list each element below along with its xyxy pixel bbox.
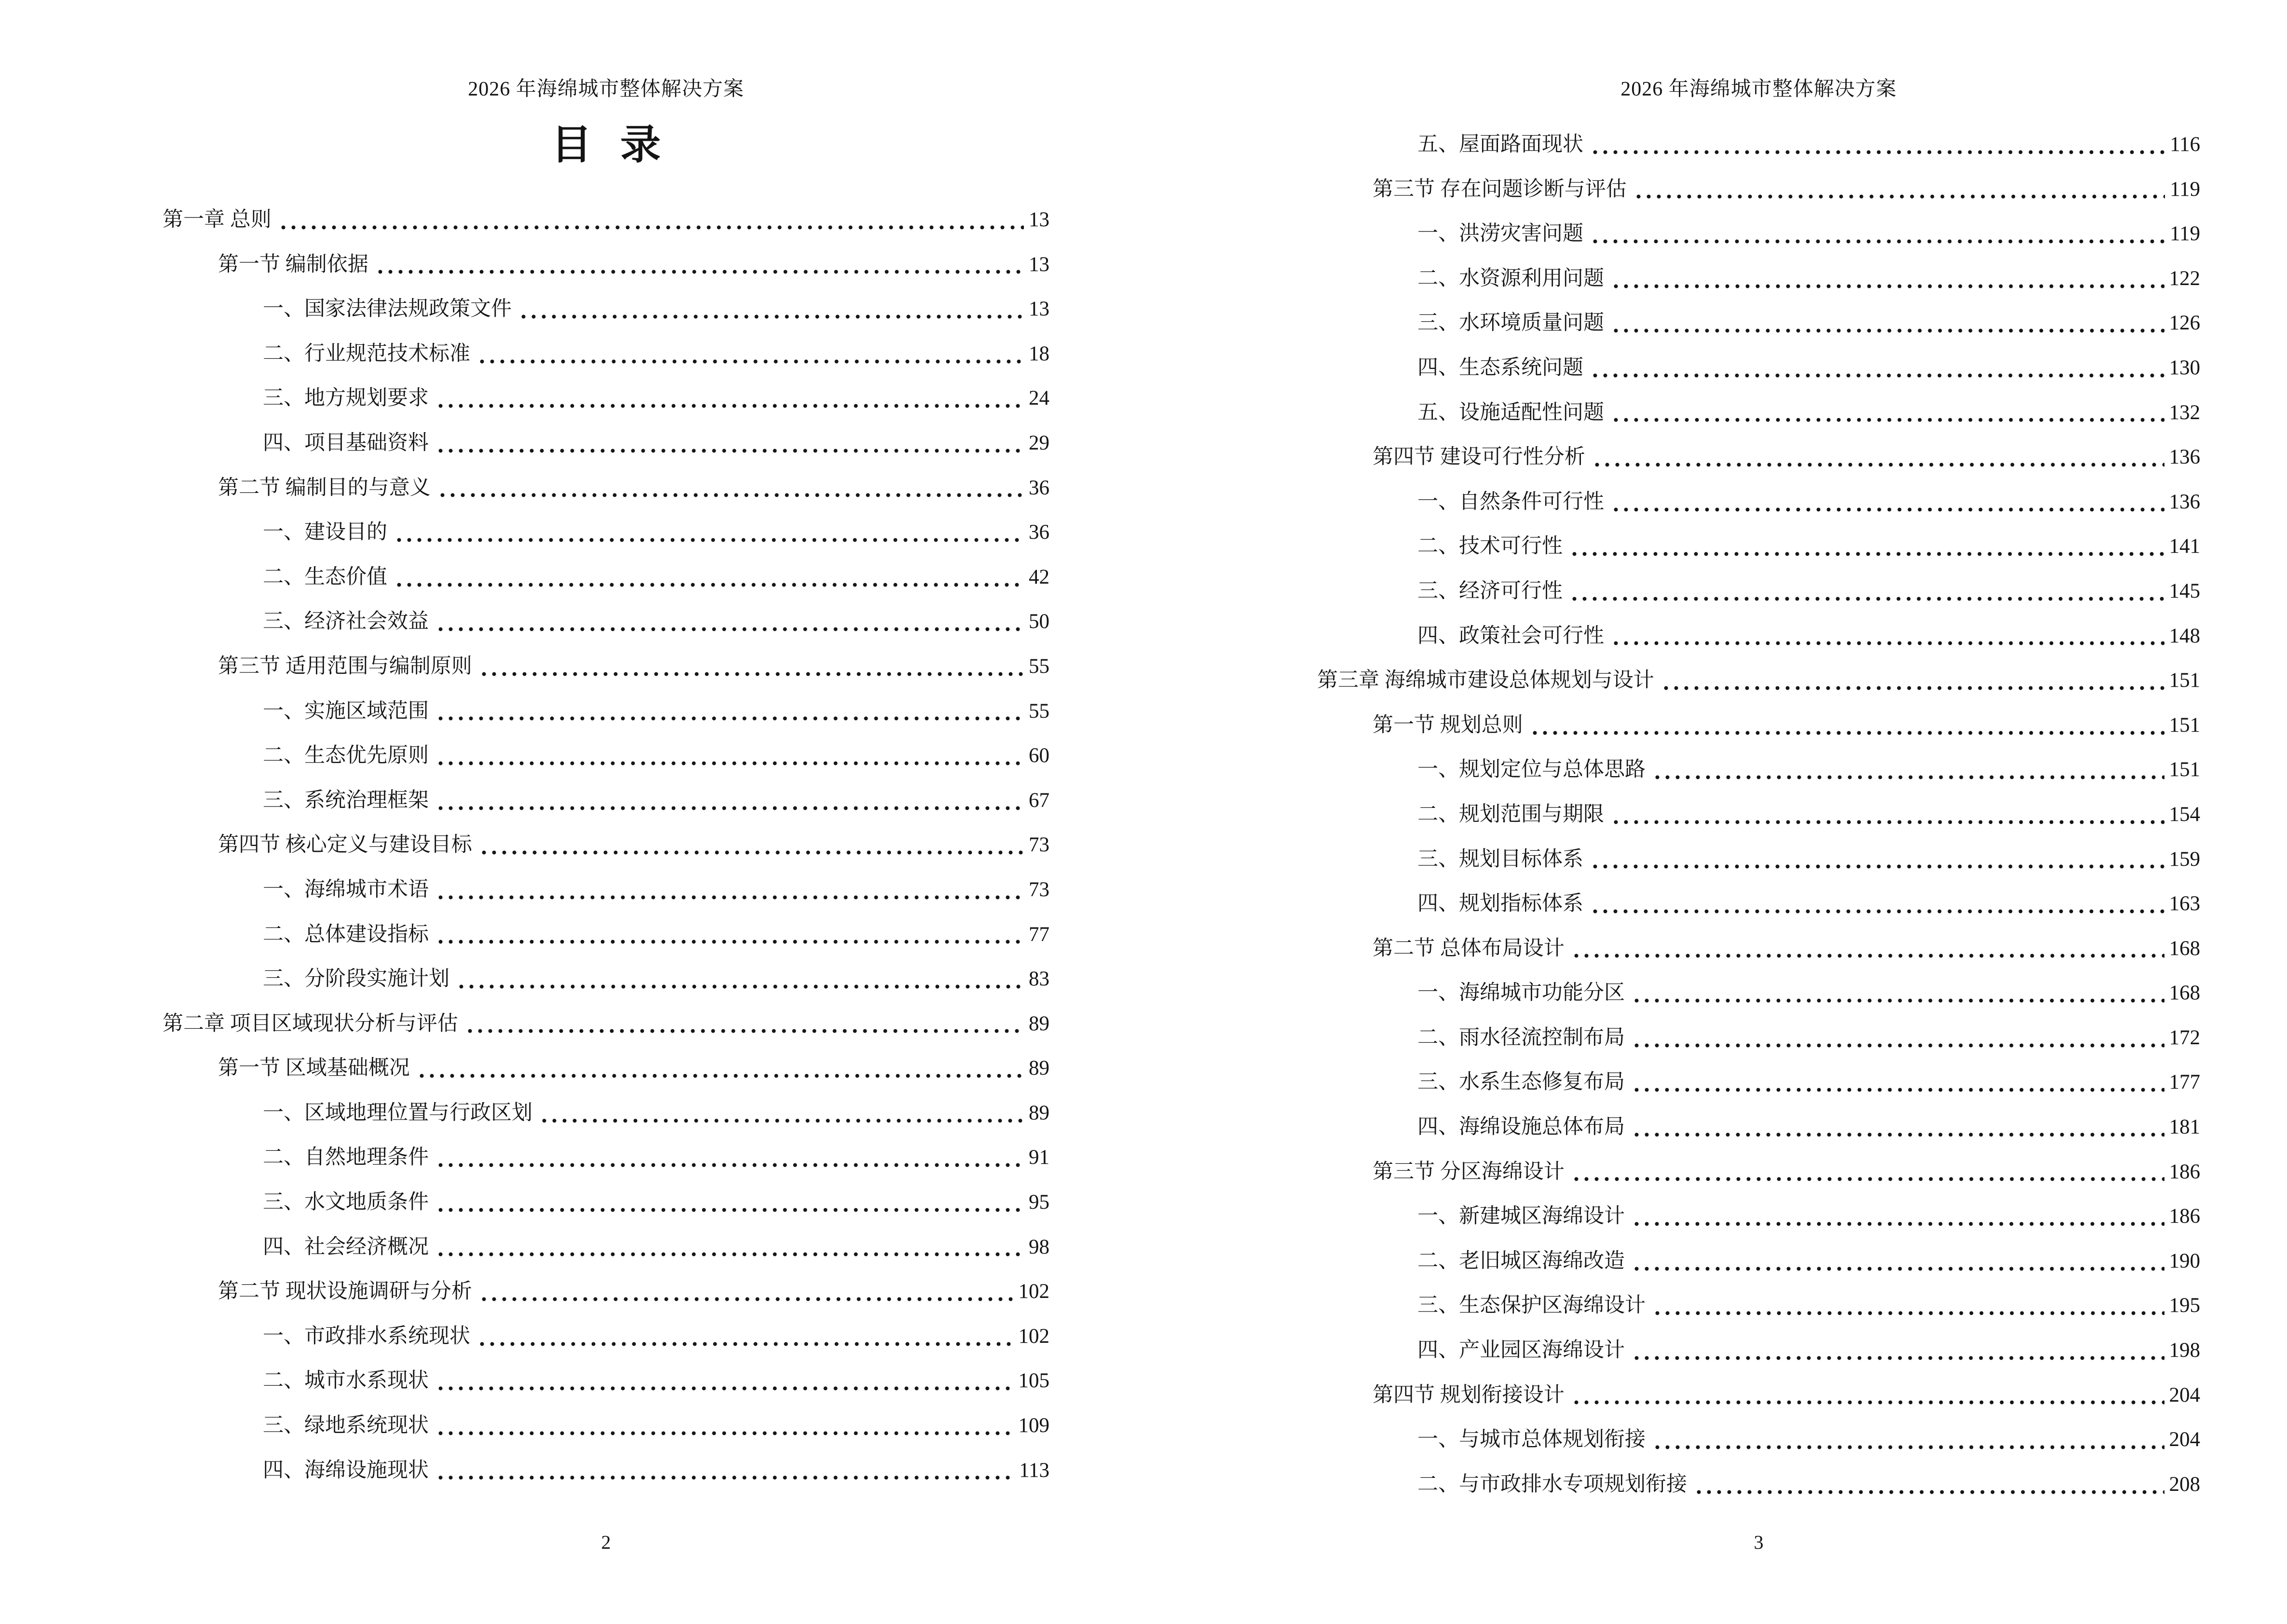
toc-entry[interactable] <box>163 198 1049 243</box>
toc-entry-page: 18 <box>1029 342 1049 365</box>
toc-entry[interactable] <box>1317 524 2200 569</box>
toc-entry-page: 89 <box>1029 1012 1049 1035</box>
toc-entry-page: 36 <box>1029 521 1049 544</box>
toc-entries-right <box>1317 123 2200 1507</box>
toc-entry-label: 三、水文地质条件 <box>263 1191 429 1214</box>
toc-entry-page: 91 <box>1029 1146 1049 1169</box>
dot-leader <box>1611 820 2164 824</box>
toc-entry[interactable] <box>1317 882 2200 927</box>
toc-entry[interactable] <box>1317 123 2200 167</box>
toc-entry-page: 55 <box>1029 699 1049 723</box>
dot-leader <box>1694 1490 2164 1494</box>
toc-entry-page: 168 <box>2169 937 2200 960</box>
toc-entry[interactable] <box>1317 1373 2200 1418</box>
toc-entry[interactable] <box>163 778 1049 823</box>
dot-leader <box>1632 1267 2164 1271</box>
toc-entry-label: 一、规划定位与总体思路 <box>1417 758 1646 781</box>
toc-entry-page: 13 <box>1029 298 1049 321</box>
toc-entry-label: 一、国家法律法规政策文件 <box>263 298 512 321</box>
toc-entry-label: 第三节 存在问题诊断与评估 <box>1373 177 1627 201</box>
dot-leader <box>1652 775 2164 779</box>
toc-entry-page: 77 <box>1029 923 1049 946</box>
toc-entry[interactable] <box>1317 167 2200 212</box>
toc-entry-page: 42 <box>1029 565 1049 588</box>
dot-leader <box>1571 1177 2164 1181</box>
toc-entry-page: 195 <box>2169 1294 2200 1317</box>
toc-entry-label: 三、系统治理框架 <box>263 789 429 812</box>
toc-entry-page: 83 <box>1029 968 1049 991</box>
dot-leader <box>437 493 1024 497</box>
dot-leader <box>518 314 1024 319</box>
toc-entry-label: 三、绿地系统现状 <box>263 1414 429 1437</box>
dot-leader <box>1590 909 2164 914</box>
toc-entry-label: 二、老旧城区海绵改造 <box>1417 1249 1625 1272</box>
toc-entry-label: 二、自然地理条件 <box>263 1146 429 1169</box>
toc-entry-label: 一、实施区域范围 <box>263 699 429 723</box>
toc-entry-page: 141 <box>2169 535 2200 558</box>
toc-entry-page: 163 <box>2169 892 2200 915</box>
dot-leader <box>1611 641 2164 645</box>
toc-entry[interactable] <box>163 243 1049 287</box>
toc-entry[interactable] <box>1317 212 2200 257</box>
toc-entry-label: 第二节 编制目的与意义 <box>218 476 431 499</box>
dot-leader <box>1634 194 2165 199</box>
toc-entry-label: 第二节 总体布局设计 <box>1373 937 1565 960</box>
toc-entry-label: 一、海绵城市术语 <box>263 878 429 901</box>
dot-leader <box>479 672 1024 676</box>
dot-leader <box>477 359 1024 364</box>
toc-entry-label: 三、规划目标体系 <box>1417 847 1583 871</box>
dot-leader <box>1611 418 2164 422</box>
dot-leader <box>1632 998 2164 1003</box>
toc-entry-page: 89 <box>1029 1101 1049 1124</box>
dot-leader <box>1590 150 2165 154</box>
page-number: 2 <box>601 1531 611 1553</box>
toc-entry[interactable] <box>163 1225 1049 1270</box>
toc-entry-page: 151 <box>2169 669 2200 692</box>
toc-entry-page: 67 <box>1029 789 1049 812</box>
toc-entry[interactable] <box>1317 792 2200 837</box>
toc-entry-label: 第一节 区域基础概况 <box>218 1057 410 1080</box>
toc-entry[interactable] <box>163 1046 1049 1091</box>
toc-entry[interactable] <box>163 510 1049 555</box>
toc-entry[interactable] <box>163 1448 1049 1493</box>
toc-entry-page: 119 <box>2170 177 2200 201</box>
toc-entry-label: 二、雨水径流控制布局 <box>1417 1026 1625 1049</box>
toc-entry[interactable] <box>163 1404 1049 1448</box>
toc-entry-label: 一、区域地理位置与行政区划 <box>263 1101 532 1124</box>
dot-leader <box>436 1163 1024 1167</box>
toc-entry-page: 102 <box>1018 1324 1049 1348</box>
dot-leader <box>539 1119 1024 1123</box>
toc-entry-page: 89 <box>1029 1057 1049 1080</box>
toc-entry[interactable] <box>1317 301 2200 346</box>
toc-entry-page: 132 <box>2169 401 2200 424</box>
toc-entry-page: 208 <box>2169 1473 2200 1496</box>
toc-entry[interactable] <box>163 287 1049 332</box>
toc-entry-page: 73 <box>1029 833 1049 857</box>
dot-leader <box>1632 1222 2164 1226</box>
toc-entry-page: 151 <box>2169 758 2200 781</box>
dot-leader <box>436 1208 1024 1212</box>
toc-entry-label: 二、技术可行性 <box>1417 535 1563 558</box>
toc-entry[interactable] <box>163 466 1049 511</box>
toc-entry-page: 126 <box>2169 312 2200 335</box>
toc-entry-label: 三、生态保护区海绵设计 <box>1417 1294 1646 1317</box>
toc-entry-label: 一、自然条件可行性 <box>1417 490 1604 513</box>
toc-entry-label: 一、新建城区海绵设计 <box>1417 1205 1625 1228</box>
toc-entry-label: 三、经济可行性 <box>1417 579 1563 602</box>
toc-entry[interactable] <box>163 1002 1049 1047</box>
toc-entry[interactable] <box>1317 257 2200 301</box>
toc-entry-label: 二、总体建设指标 <box>263 923 429 946</box>
dot-leader <box>436 1475 1014 1480</box>
dot-leader <box>1661 686 2164 690</box>
dot-leader <box>1611 507 2164 512</box>
toc-entry-page: 168 <box>2169 982 2200 1005</box>
toc-entry[interactable] <box>163 1091 1049 1136</box>
toc-entry-page: 154 <box>2169 803 2200 826</box>
toc-entry[interactable] <box>163 1180 1049 1225</box>
dot-leader <box>1632 1088 2164 1092</box>
toc-entry-page: 186 <box>2169 1160 2200 1183</box>
toc-entry[interactable] <box>163 555 1049 600</box>
dot-leader <box>1571 954 2164 958</box>
toc-entry-page: 113 <box>1019 1459 1049 1482</box>
toc-entry[interactable] <box>1317 1283 2200 1328</box>
toc-entry[interactable] <box>163 332 1049 377</box>
dot-leader <box>436 1386 1014 1391</box>
toc-entry-label: 四、生态系统问题 <box>1417 356 1583 379</box>
toc-entry[interactable] <box>1317 971 2200 1016</box>
dot-leader <box>436 1252 1024 1256</box>
toc-entry-page: 136 <box>2169 490 2200 513</box>
toc-entry-label: 二、生态优先原则 <box>263 744 429 767</box>
toc-entry[interactable] <box>163 1359 1049 1404</box>
toc-entry-label: 四、政策社会可行性 <box>1417 624 1604 647</box>
dot-leader <box>1611 284 2164 288</box>
toc-title: 目 录 <box>551 123 661 168</box>
toc-entry-page: 204 <box>2169 1383 2200 1406</box>
dot-leader <box>1632 1043 2164 1048</box>
toc-entry-page: 190 <box>2169 1249 2200 1272</box>
toc-entry-label: 二、水资源利用问题 <box>1417 267 1604 290</box>
toc-entry-label: 一、建设目的 <box>263 521 387 544</box>
toc-entry-label: 第四节 规划衔接设计 <box>1373 1383 1565 1406</box>
toc-entry-page: 55 <box>1029 655 1049 678</box>
toc-entry[interactable] <box>163 734 1049 778</box>
toc-entry[interactable] <box>163 1135 1049 1180</box>
toc-entry[interactable] <box>1317 1016 2200 1061</box>
dot-leader <box>436 716 1024 721</box>
toc-entry-label: 第三章 海绵城市建设总体规划与设计 <box>1317 669 1654 692</box>
toc-entry-page: 50 <box>1029 610 1049 633</box>
dot-leader <box>1590 239 2165 244</box>
toc-entry-label: 四、海绵设施总体布局 <box>1417 1116 1625 1139</box>
dot-leader <box>1632 1356 2164 1360</box>
toc-entry-page: 145 <box>2169 579 2200 602</box>
toc-entry-page: 60 <box>1029 744 1049 767</box>
toc-entry[interactable] <box>163 644 1049 689</box>
dot-leader <box>1590 373 2164 378</box>
toc-entry[interactable] <box>1317 346 2200 391</box>
toc-entry-label: 一、洪涝灾害问题 <box>1417 222 1583 246</box>
toc-entry-label: 二、城市水系现状 <box>263 1369 429 1392</box>
toc-entries-left <box>163 198 1049 1493</box>
toc-entry-page: 13 <box>1029 208 1049 231</box>
toc-entry-label: 三、地方规划要求 <box>263 387 429 410</box>
toc-entry-label: 一、海绵城市功能分区 <box>1417 982 1625 1005</box>
dot-leader <box>1632 1133 2164 1137</box>
dot-leader <box>479 1297 1014 1301</box>
toc-entry-label: 四、海绵设施现状 <box>263 1459 429 1482</box>
toc-entry[interactable] <box>1317 480 2200 525</box>
toc-entry-label: 第四节 核心定义与建设目标 <box>218 833 472 857</box>
toc-entry[interactable] <box>163 823 1049 868</box>
toc-entry[interactable] <box>163 689 1049 734</box>
dot-leader <box>394 538 1024 542</box>
dot-leader <box>477 1342 1014 1346</box>
page-number: 3 <box>1754 1531 1764 1553</box>
toc-entry-label: 三、水环境质量问题 <box>1417 312 1604 335</box>
toc-entry[interactable] <box>1317 1418 2200 1462</box>
dot-leader <box>1569 597 2164 601</box>
toc-entry-label: 二、规划范围与期限 <box>1417 803 1604 826</box>
toc-entry-page: 95 <box>1029 1191 1049 1214</box>
toc-entry-label: 三、分阶段实施计划 <box>263 968 449 991</box>
toc-entry-page: 29 <box>1029 431 1049 454</box>
dot-leader <box>1569 552 2164 556</box>
toc-entry-page: 148 <box>2169 624 2200 647</box>
toc-entry-label: 四、项目基础资料 <box>263 431 429 454</box>
toc-entry-label: 一、与城市总体规划衔接 <box>1417 1428 1646 1451</box>
dot-leader <box>436 449 1024 453</box>
toc-entry-page: 204 <box>2169 1428 2200 1451</box>
dot-leader <box>1611 328 2164 333</box>
toc-entry-label: 第一章 总则 <box>163 208 272 231</box>
toc-entry[interactable] <box>163 600 1049 644</box>
toc-entry[interactable] <box>163 913 1049 957</box>
toc-entry[interactable] <box>1317 569 2200 614</box>
toc-entry-label: 五、屋面路面现状 <box>1417 133 1583 156</box>
toc-entry[interactable] <box>1317 435 2200 480</box>
toc-entry-label: 第四节 建设可行性分析 <box>1373 446 1585 469</box>
toc-entry[interactable] <box>1317 1194 2200 1239</box>
toc-entry[interactable] <box>163 376 1049 421</box>
toc-entry-label: 第二节 现状设施调研与分析 <box>218 1280 472 1303</box>
toc-entry[interactable] <box>163 1314 1049 1359</box>
toc-entry-page: 116 <box>2170 133 2200 156</box>
dot-leader <box>1652 1445 2164 1449</box>
toc-entry-page: 98 <box>1029 1235 1049 1258</box>
toc-entry-page: 136 <box>2169 446 2200 469</box>
dot-leader <box>436 761 1024 765</box>
toc-entry-label: 二、与市政排水专项规划衔接 <box>1417 1473 1687 1496</box>
toc-entry[interactable] <box>1317 1105 2200 1150</box>
toc-entry-label: 四、产业园区海绵设计 <box>1417 1339 1625 1362</box>
document-header: 2026 年海绵城市整体解决方案 <box>1620 78 1897 100</box>
dot-leader <box>375 270 1024 274</box>
dot-leader <box>1592 463 2164 467</box>
toc-entry-label: 第二章 项目区域现状分析与评估 <box>163 1012 458 1035</box>
dot-leader <box>278 225 1024 230</box>
toc-entry[interactable] <box>163 957 1049 1002</box>
toc-entry[interactable] <box>1317 703 2200 748</box>
toc-entry-page: 151 <box>2169 713 2200 737</box>
dot-leader <box>1652 1311 2164 1315</box>
toc-entry-label: 二、行业规范技术标准 <box>263 342 470 365</box>
dot-leader <box>479 850 1024 855</box>
toc-entry[interactable] <box>1317 391 2200 436</box>
toc-entry[interactable] <box>1317 837 2200 882</box>
toc-page-right <box>1144 0 2287 1624</box>
dot-leader <box>1590 864 2164 869</box>
toc-entry-page: 13 <box>1029 253 1049 276</box>
toc-entry[interactable] <box>163 868 1049 913</box>
toc-entry-label: 二、生态价值 <box>263 565 387 588</box>
dot-leader <box>465 1029 1024 1033</box>
document-header: 2026 年海绵城市整体解决方案 <box>468 78 744 100</box>
toc-entry-page: 122 <box>2169 267 2200 290</box>
toc-entry-page: 186 <box>2169 1205 2200 1228</box>
toc-entry-label: 第一节 编制依据 <box>218 253 368 276</box>
toc-entry[interactable] <box>1317 1328 2200 1373</box>
toc-entry-page: 24 <box>1029 387 1049 410</box>
toc-entry-label: 四、规划指标体系 <box>1417 892 1583 915</box>
toc-entry-label: 第三节 分区海绵设计 <box>1373 1160 1565 1183</box>
toc-entry[interactable] <box>1317 1462 2200 1507</box>
dot-leader <box>436 940 1024 944</box>
toc-entry-page: 109 <box>1018 1414 1049 1437</box>
toc-entry-label: 第三节 适用范围与编制原则 <box>218 655 472 678</box>
toc-entry[interactable] <box>163 1269 1049 1314</box>
toc-entry-label: 三、水系生态修复布局 <box>1417 1071 1625 1094</box>
dot-leader <box>436 1431 1014 1435</box>
toc-entry[interactable] <box>163 421 1049 466</box>
toc-entry-page: 181 <box>2169 1116 2200 1139</box>
toc-entry-label: 第一节 规划总则 <box>1373 713 1523 737</box>
toc-entry-label: 三、经济社会效益 <box>263 610 429 633</box>
toc-entry-page: 119 <box>2170 222 2200 246</box>
toc-entry-page: 177 <box>2169 1071 2200 1094</box>
dot-leader <box>417 1074 1024 1078</box>
toc-entry[interactable] <box>1317 1239 2200 1284</box>
toc-entry-label: 四、社会经济概况 <box>263 1235 429 1258</box>
dot-leader <box>1571 1400 2164 1405</box>
dot-leader <box>394 583 1024 587</box>
toc-entry-page: 198 <box>2169 1339 2200 1362</box>
toc-entry[interactable] <box>1317 1060 2200 1105</box>
toc-entry-label: 五、设施适配性问题 <box>1417 401 1604 424</box>
dot-leader <box>436 627 1024 631</box>
toc-entry-page: 172 <box>2169 1026 2200 1049</box>
toc-entry-page: 73 <box>1029 878 1049 901</box>
dot-leader <box>436 404 1024 408</box>
toc-entry[interactable] <box>1317 927 2200 971</box>
toc-entry-label: 一、市政排水系统现状 <box>263 1324 470 1348</box>
toc-entry[interactable] <box>1317 748 2200 792</box>
toc-entry-page: 159 <box>2169 847 2200 871</box>
toc-entry-page: 102 <box>1018 1280 1049 1303</box>
dot-leader <box>436 895 1024 900</box>
dot-leader <box>1530 731 2164 735</box>
toc-entry-page: 105 <box>1018 1369 1049 1392</box>
toc-entry[interactable] <box>1317 1150 2200 1195</box>
toc-entry[interactable] <box>1317 658 2200 703</box>
toc-entry-page: 130 <box>2169 356 2200 379</box>
toc-entry-page: 36 <box>1029 476 1049 499</box>
toc-entry[interactable] <box>1317 614 2200 659</box>
dot-leader <box>456 984 1024 989</box>
dot-leader <box>436 806 1024 810</box>
